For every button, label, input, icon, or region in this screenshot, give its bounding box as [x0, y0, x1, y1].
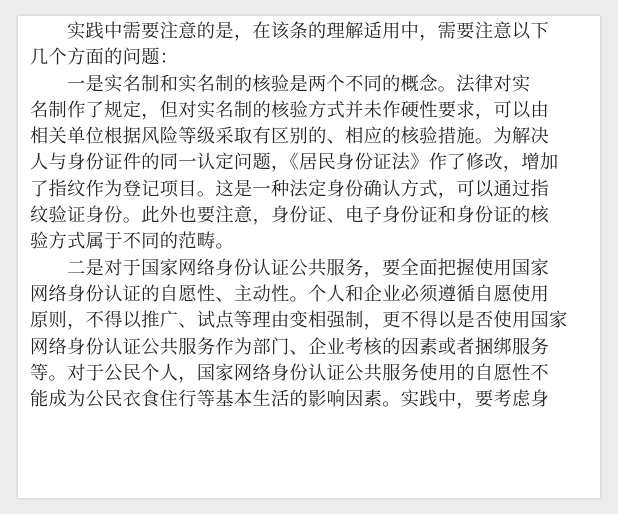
paragraph-1 [30, 19, 594, 72]
text-line: 几个方面的问题： [30, 47, 179, 69]
text-line: 网络身份认证的自愿性、主动性。个人和企业必须遵循自愿使用 [30, 283, 550, 305]
text-line: 名制作了规定，但对实名制的核验方式并未作硬性要求，可以由 [30, 99, 550, 121]
paragraph-2 [30, 72, 594, 256]
text-line: 二是对于国家网络身份认证公共服务，要全面把握使用国家 [67, 257, 549, 279]
text-line: 原则，不得以推广、试点等理由变相强制，更不得以是否使用国家 [30, 310, 568, 332]
text-line: 实践中需要注意的是，在该条的理解适用中，需要注意以下 [67, 21, 549, 42]
text-line: 一是实名制和实名制的核验是两个不同的概念。法律对实 [67, 73, 531, 95]
text-line: 能成为公民衣食住行等基本生活的影响因素。实践中，要考虑身 [30, 389, 550, 411]
text-line: 了指纹作为登记项目。这是一种法定身份确认方式，可以通过指 [30, 178, 550, 200]
text-line: 相关单位根据风险等级采取有区别的、相应的核验措施。为解决 [30, 126, 550, 148]
text-line: 纹验证身份。此外也要注意，身份证、电子身份证和身份证的核 [30, 205, 550, 227]
document-page [18, 16, 600, 498]
document-text [30, 19, 594, 413]
text-line: 网络身份认证公共服务作为部门、企业考核的因素或者捆绑服务 [30, 336, 550, 358]
paragraph-3 [30, 256, 594, 414]
text-line: 等。对于公民个人，国家网络身份认证公共服务使用的自愿性不 [30, 362, 550, 384]
text-line: 验方式属于不同的范畴。 [30, 231, 234, 253]
text-line: 人与身份证件的同一认定问题，《居民身份证法》作了修改，增加 [30, 152, 559, 174]
